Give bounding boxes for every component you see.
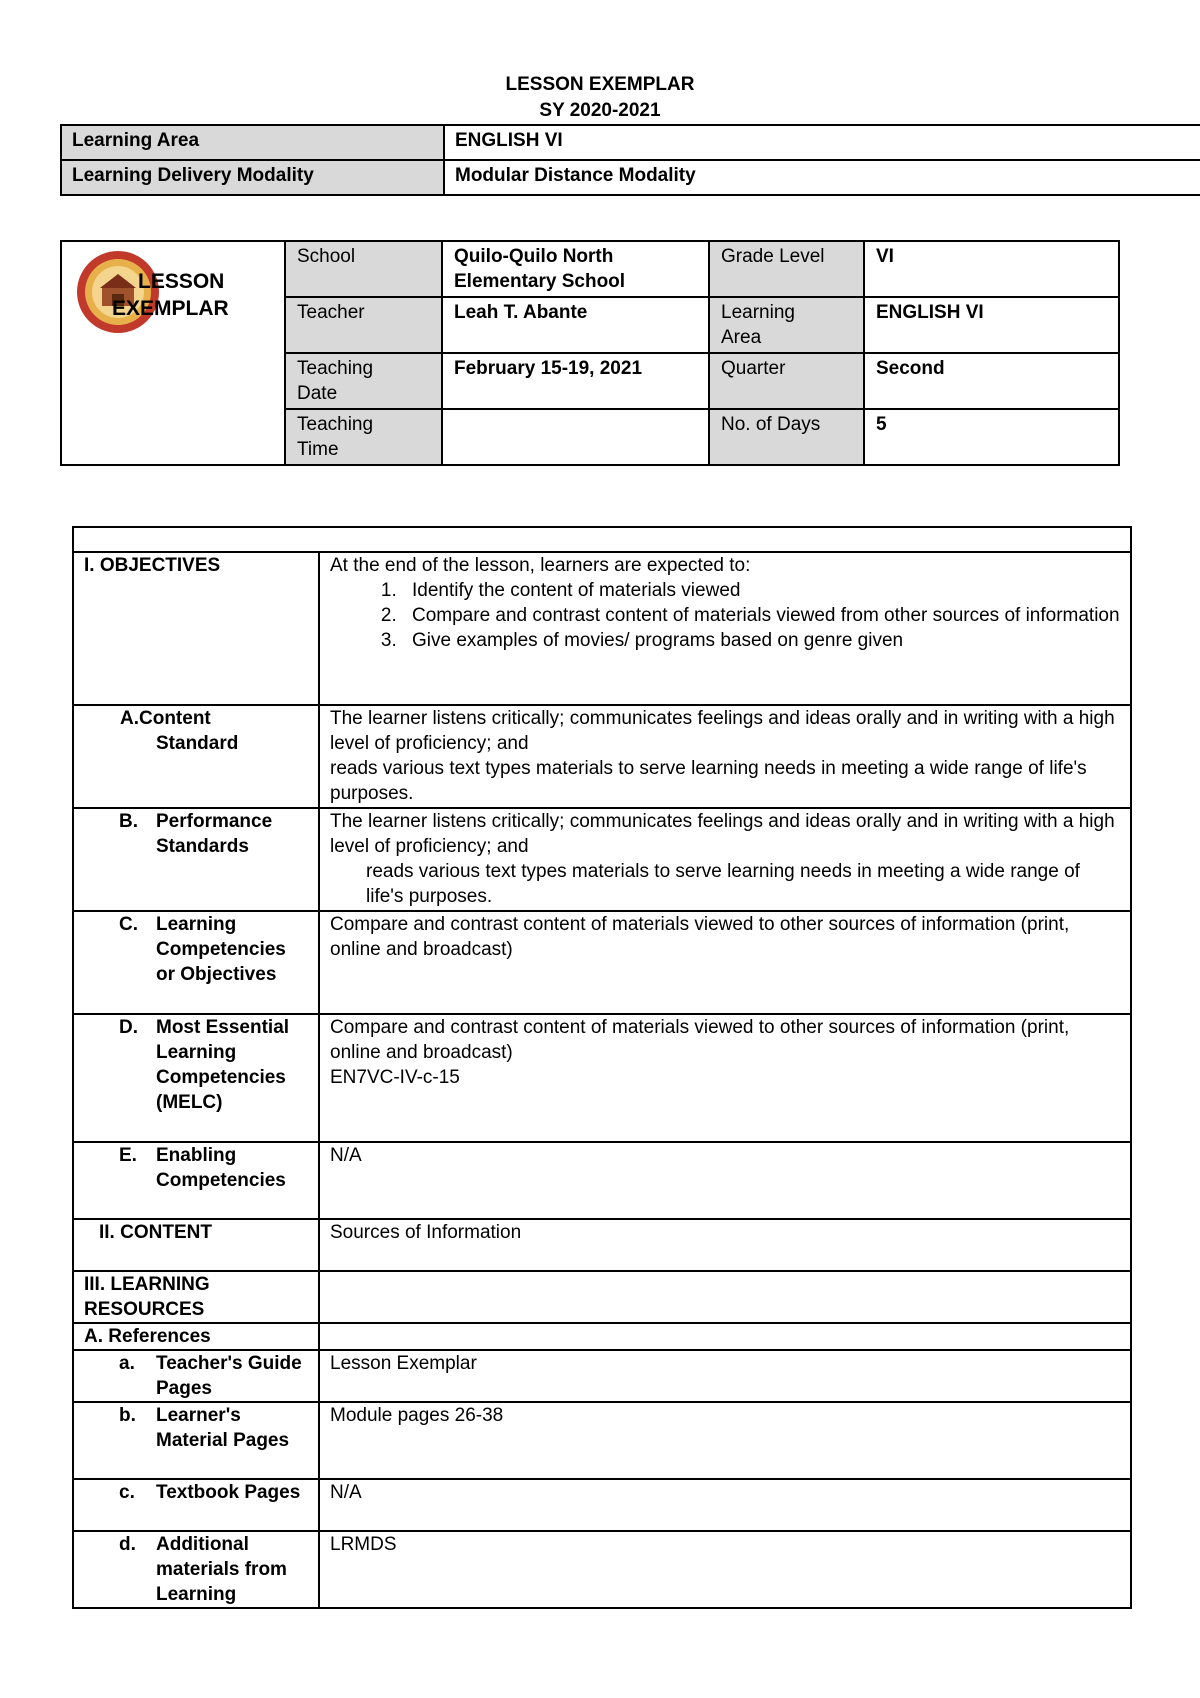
quarter-label: Quarter bbox=[709, 353, 864, 409]
learners-material-marker: b. bbox=[119, 1405, 136, 1426]
objectives-label: I. OBJECTIVES bbox=[73, 552, 319, 705]
textbook-row bbox=[73, 1479, 1131, 1531]
teaching-date-label-line-2: Date bbox=[297, 383, 338, 404]
teaching-time-label-line-2: Time bbox=[297, 439, 339, 460]
melc-text: Compare and contrast content of materials viewed to other sources of information (print, online and broadcast) bbox=[330, 1017, 1070, 1063]
performance-standard-marker: B. bbox=[119, 811, 138, 832]
logo-line-2: EXEMPLAR bbox=[112, 297, 229, 320]
teachers-guide-row bbox=[73, 1350, 1131, 1402]
document-title: LESSON EXEMPLAR bbox=[505, 74, 695, 95]
teacher-label: Teacher bbox=[285, 297, 442, 353]
logo-cell bbox=[61, 241, 285, 465]
melc-row bbox=[73, 1014, 1131, 1142]
performance-standard-text-1: The learner listens critically; communicates feelings and ideas orally and in writing with a high level of proficiency; and bbox=[330, 811, 1115, 857]
enabling-competencies-label: Enabling Competencies bbox=[156, 1145, 286, 1191]
teaching-date-label bbox=[285, 353, 442, 409]
lesson-header-table bbox=[60, 240, 1120, 466]
learning-competencies-row bbox=[73, 911, 1131, 1014]
additional-materials-marker: d. bbox=[119, 1534, 136, 1555]
enabling-competencies-row bbox=[73, 1142, 1131, 1219]
school-value-line-1: Quilo-Quilo North bbox=[454, 246, 614, 267]
school-value-line-2: Elementary School bbox=[454, 271, 626, 292]
modality-row bbox=[61, 160, 1200, 195]
teaching-time-label bbox=[285, 409, 442, 465]
school-value bbox=[442, 241, 709, 297]
enabling-competencies-text: N/A bbox=[319, 1142, 1131, 1219]
objective-item: 1. Identify the content of materials viewed bbox=[402, 578, 1120, 603]
teachers-guide-label: Teacher's Guide Pages bbox=[156, 1353, 302, 1399]
melc-code: EN7VC-IV-c-15 bbox=[330, 1067, 460, 1088]
enabling-competencies-label-cell bbox=[73, 1142, 319, 1219]
learning-resources-cell bbox=[319, 1271, 1131, 1323]
learning-competencies-marker: C. bbox=[119, 914, 138, 935]
teachers-guide-label-cell bbox=[73, 1350, 319, 1402]
enabling-competencies-marker: E. bbox=[119, 1145, 137, 1166]
learners-material-label: Learner's Material Pages bbox=[156, 1405, 290, 1451]
learning-area-label: Learning Area bbox=[61, 125, 444, 160]
performance-standard-text-2: reads various text types materials to serve learning needs in meeting a wide range of life's purposes. bbox=[366, 861, 1080, 907]
learning-area-value-2: ENGLISH VI bbox=[864, 297, 1119, 353]
content-standard-marker: A. bbox=[120, 708, 139, 729]
performance-standard-row bbox=[73, 808, 1131, 911]
learning-resources-row bbox=[73, 1271, 1131, 1323]
additional-materials-row bbox=[73, 1531, 1131, 1608]
school-label: School bbox=[285, 241, 442, 297]
logo-line-1: LESSON bbox=[138, 270, 225, 293]
modality-value: Modular Distance Modality bbox=[444, 160, 1200, 195]
grade-level-value: VI bbox=[864, 241, 1119, 297]
objective-item: 2. Compare and contrast content of materials viewed from other sources of information bbox=[402, 603, 1120, 628]
learning-area-value: ENGLISH VI bbox=[444, 125, 1200, 160]
learning-area-label-line-1: Learning bbox=[721, 302, 795, 323]
content-standard-label-line-1: Content bbox=[139, 708, 211, 729]
learning-competencies-text: Compare and contrast content of materials viewed to other sources of information (print, online and broadcast) bbox=[319, 911, 1131, 1014]
learning-area-label-line-2: Area bbox=[721, 327, 762, 348]
lesson-main-table bbox=[72, 526, 1132, 1609]
content-text: Sources of Information bbox=[319, 1219, 1131, 1271]
performance-standard-text bbox=[319, 808, 1131, 911]
performance-standard-label-cell bbox=[73, 808, 319, 911]
content-standard-row bbox=[73, 705, 1131, 808]
additional-materials-label: Additional materials from Learning bbox=[156, 1534, 287, 1605]
teaching-time-value bbox=[442, 409, 709, 465]
references-row bbox=[73, 1323, 1131, 1350]
learning-area-row bbox=[61, 125, 1200, 160]
textbook-marker: c. bbox=[119, 1482, 135, 1503]
grade-level-label: Grade Level bbox=[709, 241, 864, 297]
learning-resources-label: III. LEARNING RESOURCES bbox=[73, 1271, 319, 1323]
objectives-cell bbox=[319, 552, 1131, 705]
performance-standard-label: Performance Standards bbox=[156, 811, 273, 857]
objective-item: 3. Give examples of movies/ programs based on genre given bbox=[402, 628, 1120, 653]
header-row-school bbox=[61, 241, 1119, 297]
content-label-text: II. CONTENT bbox=[99, 1222, 212, 1243]
textbook-label: Textbook Pages bbox=[156, 1482, 301, 1503]
melc-marker: D. bbox=[119, 1017, 138, 1038]
content-row bbox=[73, 1219, 1131, 1271]
content-standard-text bbox=[319, 705, 1131, 808]
days-label: No. of Days bbox=[709, 409, 864, 465]
learning-competencies-label: Learning Competencies or Objectives bbox=[156, 914, 286, 985]
teaching-time-label-line-1: Teaching bbox=[297, 414, 374, 435]
learners-material-label-cell bbox=[73, 1402, 319, 1479]
additional-materials-label-cell bbox=[73, 1531, 319, 1608]
quarter-value: Second bbox=[864, 353, 1119, 409]
content-label bbox=[73, 1219, 319, 1271]
learning-area-table bbox=[60, 124, 1200, 196]
learning-competencies-label-cell bbox=[73, 911, 319, 1014]
melc-label-cell bbox=[73, 1014, 319, 1142]
content-standard-text-2: reads various text types materials to serve learning needs in meeting a wide range of life's purposes. bbox=[330, 758, 1087, 804]
blank-header-row bbox=[73, 527, 1131, 552]
teaching-date-value: February 15-19, 2021 bbox=[442, 353, 709, 409]
additional-materials-text: LRMDS bbox=[319, 1531, 1131, 1608]
content-standard-text-1: The learner listens critically; communicates feelings and ideas orally and in writing with a high level of proficiency; and bbox=[330, 708, 1115, 754]
content-standard-label-line-2: Standard bbox=[156, 733, 239, 754]
days-value: 5 bbox=[864, 409, 1119, 465]
modality-label: Learning Delivery Modality bbox=[61, 160, 444, 195]
content-standard-label bbox=[73, 705, 319, 808]
teaching-date-label-line-1: Teaching bbox=[297, 358, 374, 379]
melc-cell bbox=[319, 1014, 1131, 1142]
logo-text bbox=[112, 268, 229, 322]
textbook-label-cell bbox=[73, 1479, 319, 1531]
references-label: A. References bbox=[73, 1323, 319, 1350]
blank-header-cell bbox=[73, 527, 1131, 552]
teachers-guide-marker: a. bbox=[119, 1353, 135, 1374]
objectives-list bbox=[330, 578, 1120, 653]
melc-label: Most Essential Learning Competencies (MELC) bbox=[156, 1017, 290, 1113]
learning-area-label-2 bbox=[709, 297, 864, 353]
school-year: SY 2020-2021 bbox=[539, 100, 661, 121]
learners-material-row bbox=[73, 1402, 1131, 1479]
objectives-intro: At the end of the lesson, learners are expected to: bbox=[330, 555, 751, 576]
objectives-row bbox=[73, 552, 1131, 705]
textbook-text: N/A bbox=[319, 1479, 1131, 1531]
teacher-value: Leah T. Abante bbox=[442, 297, 709, 353]
teachers-guide-text: Lesson Exemplar bbox=[319, 1350, 1131, 1402]
learners-material-text: Module pages 26-38 bbox=[319, 1402, 1131, 1479]
references-cell bbox=[319, 1323, 1131, 1350]
